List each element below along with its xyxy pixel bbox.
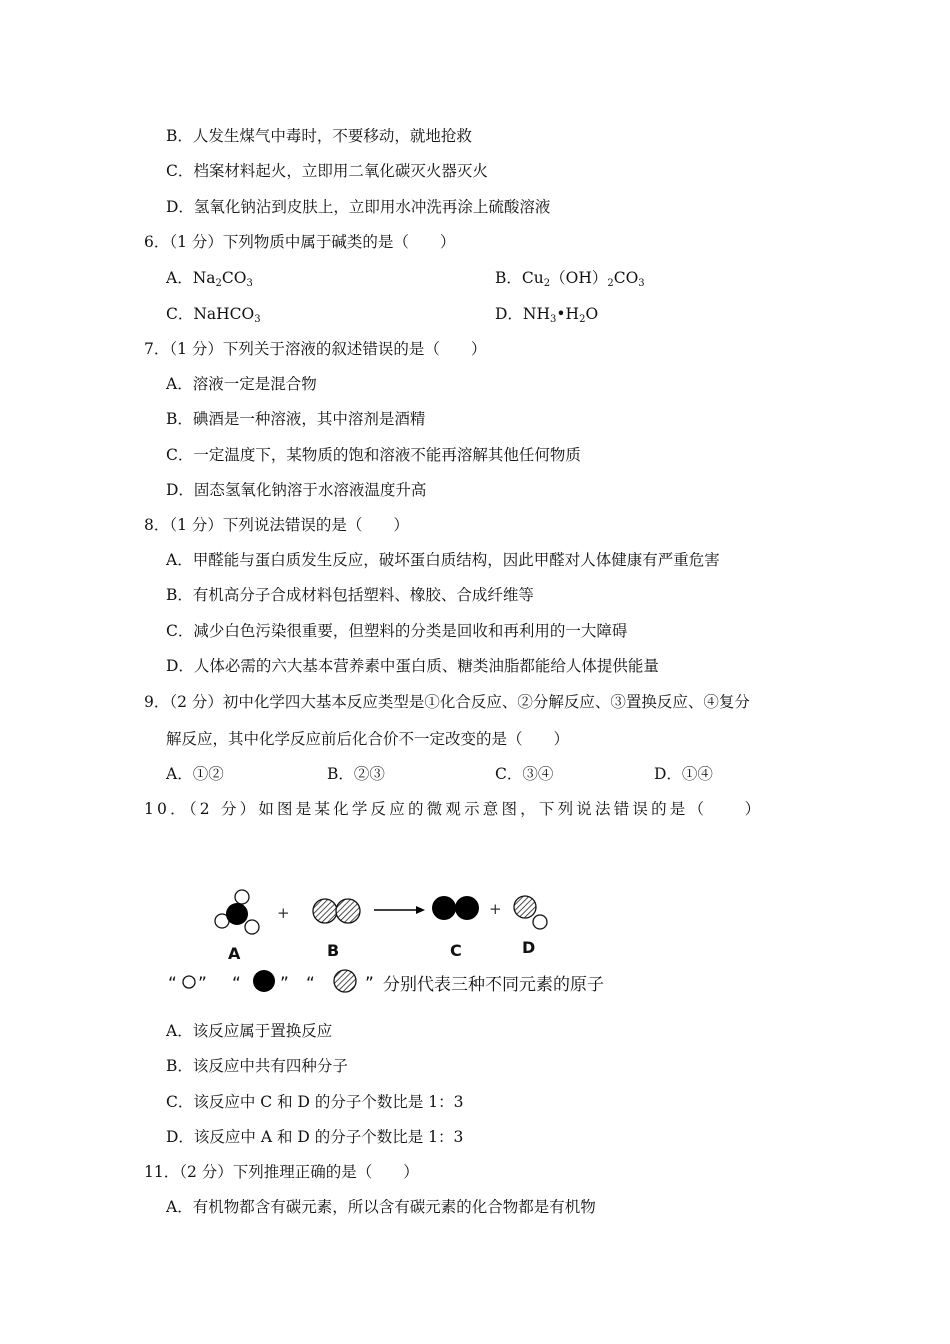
white-atom — [245, 920, 259, 934]
white-atom — [183, 976, 195, 988]
label-c: C — [450, 941, 462, 960]
legend-quote-open: “ — [232, 974, 241, 994]
white-atom — [235, 890, 249, 904]
white-atom — [533, 915, 547, 929]
legend-quote-close: ” — [198, 974, 207, 994]
q6-option-c: C．NaHCO$_3$ — [166, 305, 261, 325]
q10-option-a: A．该反应属于置换反应 — [166, 1022, 333, 1040]
label-a: A — [228, 944, 241, 963]
q10-option-b: B．该反应中共有四种分子 — [166, 1057, 348, 1075]
legend-quote-close: ” — [280, 974, 289, 994]
q8-option-a: A．甲醛能与蛋白质发生反应，破坏蛋白质结构，因此甲醛对人体健康有严重危害 — [166, 551, 720, 569]
legend — [168, 970, 604, 995]
q10-option-c: C．该反应中 C 和 D 的分子个数比是 1：3 — [166, 1093, 464, 1111]
molecule-d — [514, 896, 547, 929]
q11-stem: 11．（2 分）下列推理正确的是（ ） — [144, 1163, 419, 1181]
black-atom — [226, 903, 248, 925]
q9-stem-line1: 9．（2 分）初中化学四大基本反应类型是①化合反应、②分解反应、③置换反应、④复分 — [144, 693, 750, 711]
q10-stem: 10．（2 分）如图是某化学反应的微观示意图，下列说法错误的是（ ） — [144, 800, 764, 818]
q6-option-b: B．$Cu_2(OH)_2CO_3$ — [495, 269, 645, 289]
hatched-atom — [336, 899, 360, 923]
legend-text: 分别代表三种不同元素的原子 — [383, 975, 604, 995]
hatched-atom — [334, 970, 356, 992]
q8-option-d: D．人体必需的六大基本营养素中蛋白质、糖类油脂都能给人体提供能量 — [166, 657, 659, 675]
q11-option-a: A．有机物都含有碳元素，所以含有碳元素的化合物都是有机物 — [166, 1198, 596, 1216]
legend-quote-open: “ — [168, 974, 177, 994]
q5-option-c: C．档案材料起火，立即用二氧化碳灭火器灭火 — [166, 162, 488, 180]
q6-stem: 6．（1 分）下列物质中属于碱类的是（ ） — [144, 233, 456, 251]
reaction-diagram — [160, 880, 640, 1000]
black-atom — [432, 896, 456, 920]
q8-stem: 8．（1 分）下列说法错误的是（ ） — [144, 516, 409, 534]
q7-option-d: D．固态氢氧化钠溶于水溶液温度升高 — [166, 481, 427, 499]
reaction-arrow-icon — [374, 906, 425, 914]
q9-option-c: C．③④ — [495, 765, 554, 783]
q9-option-b: B．②③ — [327, 765, 385, 783]
legend-quote-close: ” — [365, 974, 374, 994]
hatched-atom — [514, 896, 536, 918]
q7-stem: 7．（1 分）下列关于溶液的叙述错误的是（ ） — [144, 340, 487, 358]
q6-option-d: D．$NH_3•H_2O$ — [495, 305, 599, 325]
molecule-c — [432, 896, 479, 920]
q7-option-c: C．一定温度下，某物质的饱和溶液不能再溶解其他任何物质 — [166, 446, 581, 464]
q7-option-a: A．溶液一定是混合物 — [166, 375, 317, 393]
q10-option-d: D．该反应中 A 和 D 的分子个数比是 1：3 — [166, 1128, 464, 1146]
q5-option-d: D．氢氧化钠沾到皮肤上，立即用水冲洗再涂上硫酸溶液 — [166, 198, 551, 216]
q8-option-c: C．减少白色污染很重要，但塑料的分类是回收和再利用的一大障碍 — [166, 622, 628, 640]
molecule-a — [215, 890, 259, 934]
q9-option-a: A．①② — [166, 765, 224, 783]
q9-option-d: D．①④ — [654, 765, 713, 783]
black-atom — [253, 970, 275, 992]
q5-option-b: B．人发生煤气中毒时，不要移动，就地抢救 — [166, 127, 472, 145]
label-d: D — [522, 938, 536, 957]
plus-sign-2: + — [489, 900, 502, 918]
q7-option-b: B．碘酒是一种溶液，其中溶剂是酒精 — [166, 410, 426, 428]
q6-option-a: A．$Na_2CO_3$ — [166, 269, 253, 289]
legend-quote-open: “ — [306, 974, 315, 994]
q8-option-b: B．有机高分子合成材料包括塑料、橡胶、合成纤维等 — [166, 586, 534, 604]
plus-sign-1: + — [277, 904, 290, 922]
molecule-b — [313, 899, 360, 923]
black-atom — [455, 896, 479, 920]
q9-stem-line2: 解反应，其中化学反应前后化合价不一定改变的是（ ） — [166, 730, 570, 748]
hatched-atom — [313, 899, 337, 923]
label-b: B — [327, 941, 340, 960]
